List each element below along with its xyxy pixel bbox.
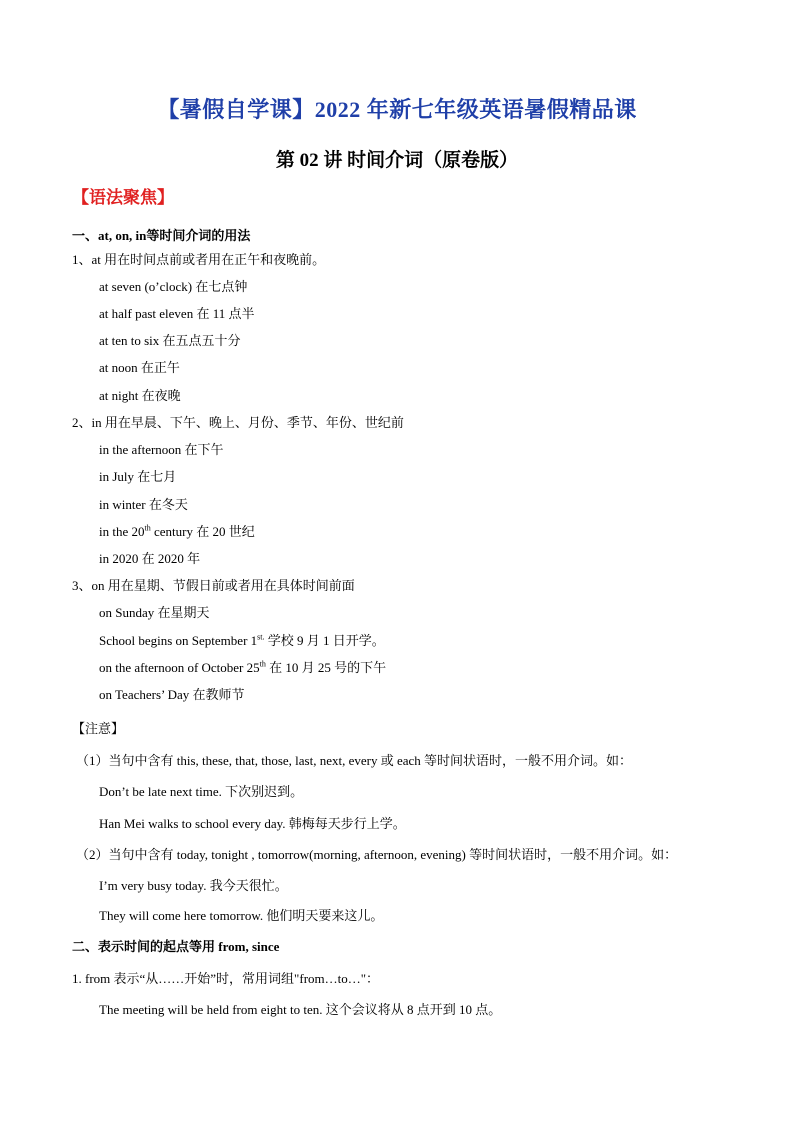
on-example: on Teachers’ Day 在教师节	[99, 687, 245, 702]
document-title: 【暑假自学课】2022 年新七年级英语暑假精品课	[157, 97, 637, 122]
rule-from: 1. from 表示“从……开始”时，常用词组"from…to…"：	[72, 971, 380, 986]
in-example: in winter 在冬天	[99, 497, 188, 512]
note-2-example: They will come here tomorrow. 他们明天要来这儿。	[99, 908, 384, 923]
on-example-school	[99, 633, 385, 649]
at-example: at ten to six 在五点五十分	[99, 333, 241, 348]
in-example: in 2020 在 2020 年	[99, 551, 201, 566]
at-example: at seven (o’clock) 在七点钟	[99, 279, 248, 294]
in-example: in July 在七月	[99, 469, 177, 484]
note-heading: 【注意】	[72, 721, 125, 736]
in-example: in the afternoon 在下午	[99, 442, 224, 457]
note-1: （1）当句中含有 this, these, that, those, last, next, every 或 each 等时间状语时，一般不用介词。如：	[76, 753, 633, 768]
text-part: century 在 20 世纪	[150, 524, 255, 539]
section-tag: 【语法聚焦】	[72, 188, 174, 207]
text-part: 在 10 月 25 号的下午	[265, 660, 387, 675]
at-example: at night 在夜晚	[99, 388, 181, 403]
at-example: at half past eleven 在 11 点半	[99, 306, 255, 321]
text-part: in the 20	[99, 524, 145, 539]
rule-at: 1、at 用在时间点前或者用在正午和夜晚前。	[72, 252, 326, 267]
note-2-example: I’m very busy today. 我今天很忙。	[99, 878, 288, 893]
rule-in: 2、in 用在早晨、下午、晚上、月份、季节、年份、世纪前	[72, 415, 404, 430]
in-example-century	[99, 524, 255, 540]
superscript: st.	[257, 632, 265, 642]
note-1-example: Han Mei walks to school every day. 韩梅每天步行上学。	[99, 816, 406, 831]
rule-on: 3、on 用在星期、节假日前或者用在具体时间前面	[72, 578, 355, 593]
from-example: The meeting will be held from eight to ten. 这个会议将从 8 点开到 10 点。	[99, 1002, 502, 1017]
part1-heading: 一、at, on, in等时间介词的用法	[72, 228, 251, 243]
superscript: th	[259, 659, 266, 669]
on-example: on Sunday 在星期天	[99, 605, 210, 620]
text-part: 学校 9 月 1 日开学。	[264, 633, 385, 648]
text-part: on the afternoon of October 25	[99, 660, 260, 675]
at-example: at noon 在正午	[99, 360, 180, 375]
part2-heading: 二、表示时间的起点等用 from, since	[72, 939, 280, 954]
text-part: School begins on September 1	[99, 633, 258, 648]
on-example-october	[99, 660, 386, 676]
note-2: （2）当句中含有 today, tonight , tomorrow(morning, afternoon, evening) 等时间状语时，一般不用介词。如：	[76, 847, 678, 862]
lesson-subtitle: 第 02 讲 时间介词（原卷版）	[275, 150, 519, 171]
superscript: th	[144, 523, 151, 533]
note-1-example: Don’t be late next time. 下次别迟到。	[99, 784, 304, 799]
